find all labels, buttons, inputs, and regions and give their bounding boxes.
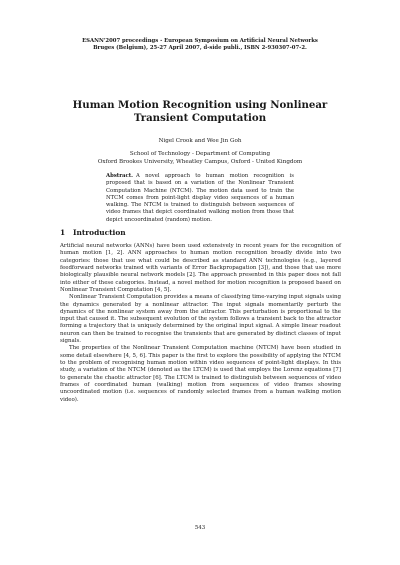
paragraph: Nonlinear Transient Computation provides a means of classifying time-varying input signals using the dynamics generated by a nonlinear attractor. The input signals momentarily perturb the dynamics of the nonlinear system away from the attractor. This perturbation is proportional to the input that caused it. The subsequent evolution of the system follows a transient back to the attractor forming a trajectory that is uniquely determined by the original input signal. A simple linear readout neuron can then be trained to recognise the transients that are generated by distinct classes of input signals. [60,294,341,345]
paper-title: Human Motion Recognition using Nonlinear Transient Computation [72,99,328,124]
body-text [60,243,341,404]
abstract [106,173,294,224]
page-number: 543 [194,525,206,531]
affiliation-line-2: Oxford Brookes University, Wheatley Campus, Oxford - United Kingdom [97,158,303,165]
proceedings-line-1: ESANN'2007 proceedings - European Symposium on Artificial Neural Networks [82,38,318,44]
abstract-label: Abstract. [106,173,133,179]
proceedings-header [60,38,340,52]
section-heading [60,228,340,237]
affiliation [60,151,340,166]
proceedings-line-2: Bruges (Belgium), 25-27 April 2007, d-side publi., ISBN 2-930307-07-2. [93,45,307,52]
affiliation-line-1: School of Technology - Department of Computing [129,151,271,157]
paragraph: Artificial neural networks (ANNs) have been used extensively in recent years for the recognition of human motion [1, 2]. ANN approaches to human motion recognition broadly divide into two categories: those that use what could be described as standard ANN technologies (e.g., layered feedforward networks trained with variants of Error Backpropagation [3]), and those that use more biologically plausible neural network models [2]. The approach presented in this paper does not fall into either of these categories. Instead, a novel method for motion recognition is proposed based on Nonlinear Transient Computation [4, 5]. [60,243,341,293]
section-title: Introduction [73,228,126,237]
paper-authors: Nigel Crook and Wee Jin Goh [158,138,242,144]
abstract-text: A novel approach to human motion recognition is proposed that is based on a variation of the Nonlinear Transient Computation Machine (NTCM). The motion data used to train the NTCM comes from point-light display video sequences of a human walking. The NTCM is trained to distinguish between sequences of video frames that depict coordinated walking motion from those that depict uncoordinated (random) motion. [106,173,294,223]
section-number: 1 [60,228,66,237]
paragraph: The properties of the Nonlinear Transient Computation machine (NTCM) have been studied in some detail elsewhere [4, 5, 6]. This paper is the first to explore the possibility of applying the NTCM to the problem of recognising human motion within video sequences of point-light displays. In this study, a variation of the NTCM (denoted as the LTCM) is used that employs the Lorenz equations [7] to generate the chaotic attractor [6]. The LTCM is trained to distinguish between sequences of video frames of coordinated human (walking) motion from sequences of video frames showing uncoordinated motion (i.e. sequences of randomly selected frames from a human walking motion video). [60,345,341,403]
